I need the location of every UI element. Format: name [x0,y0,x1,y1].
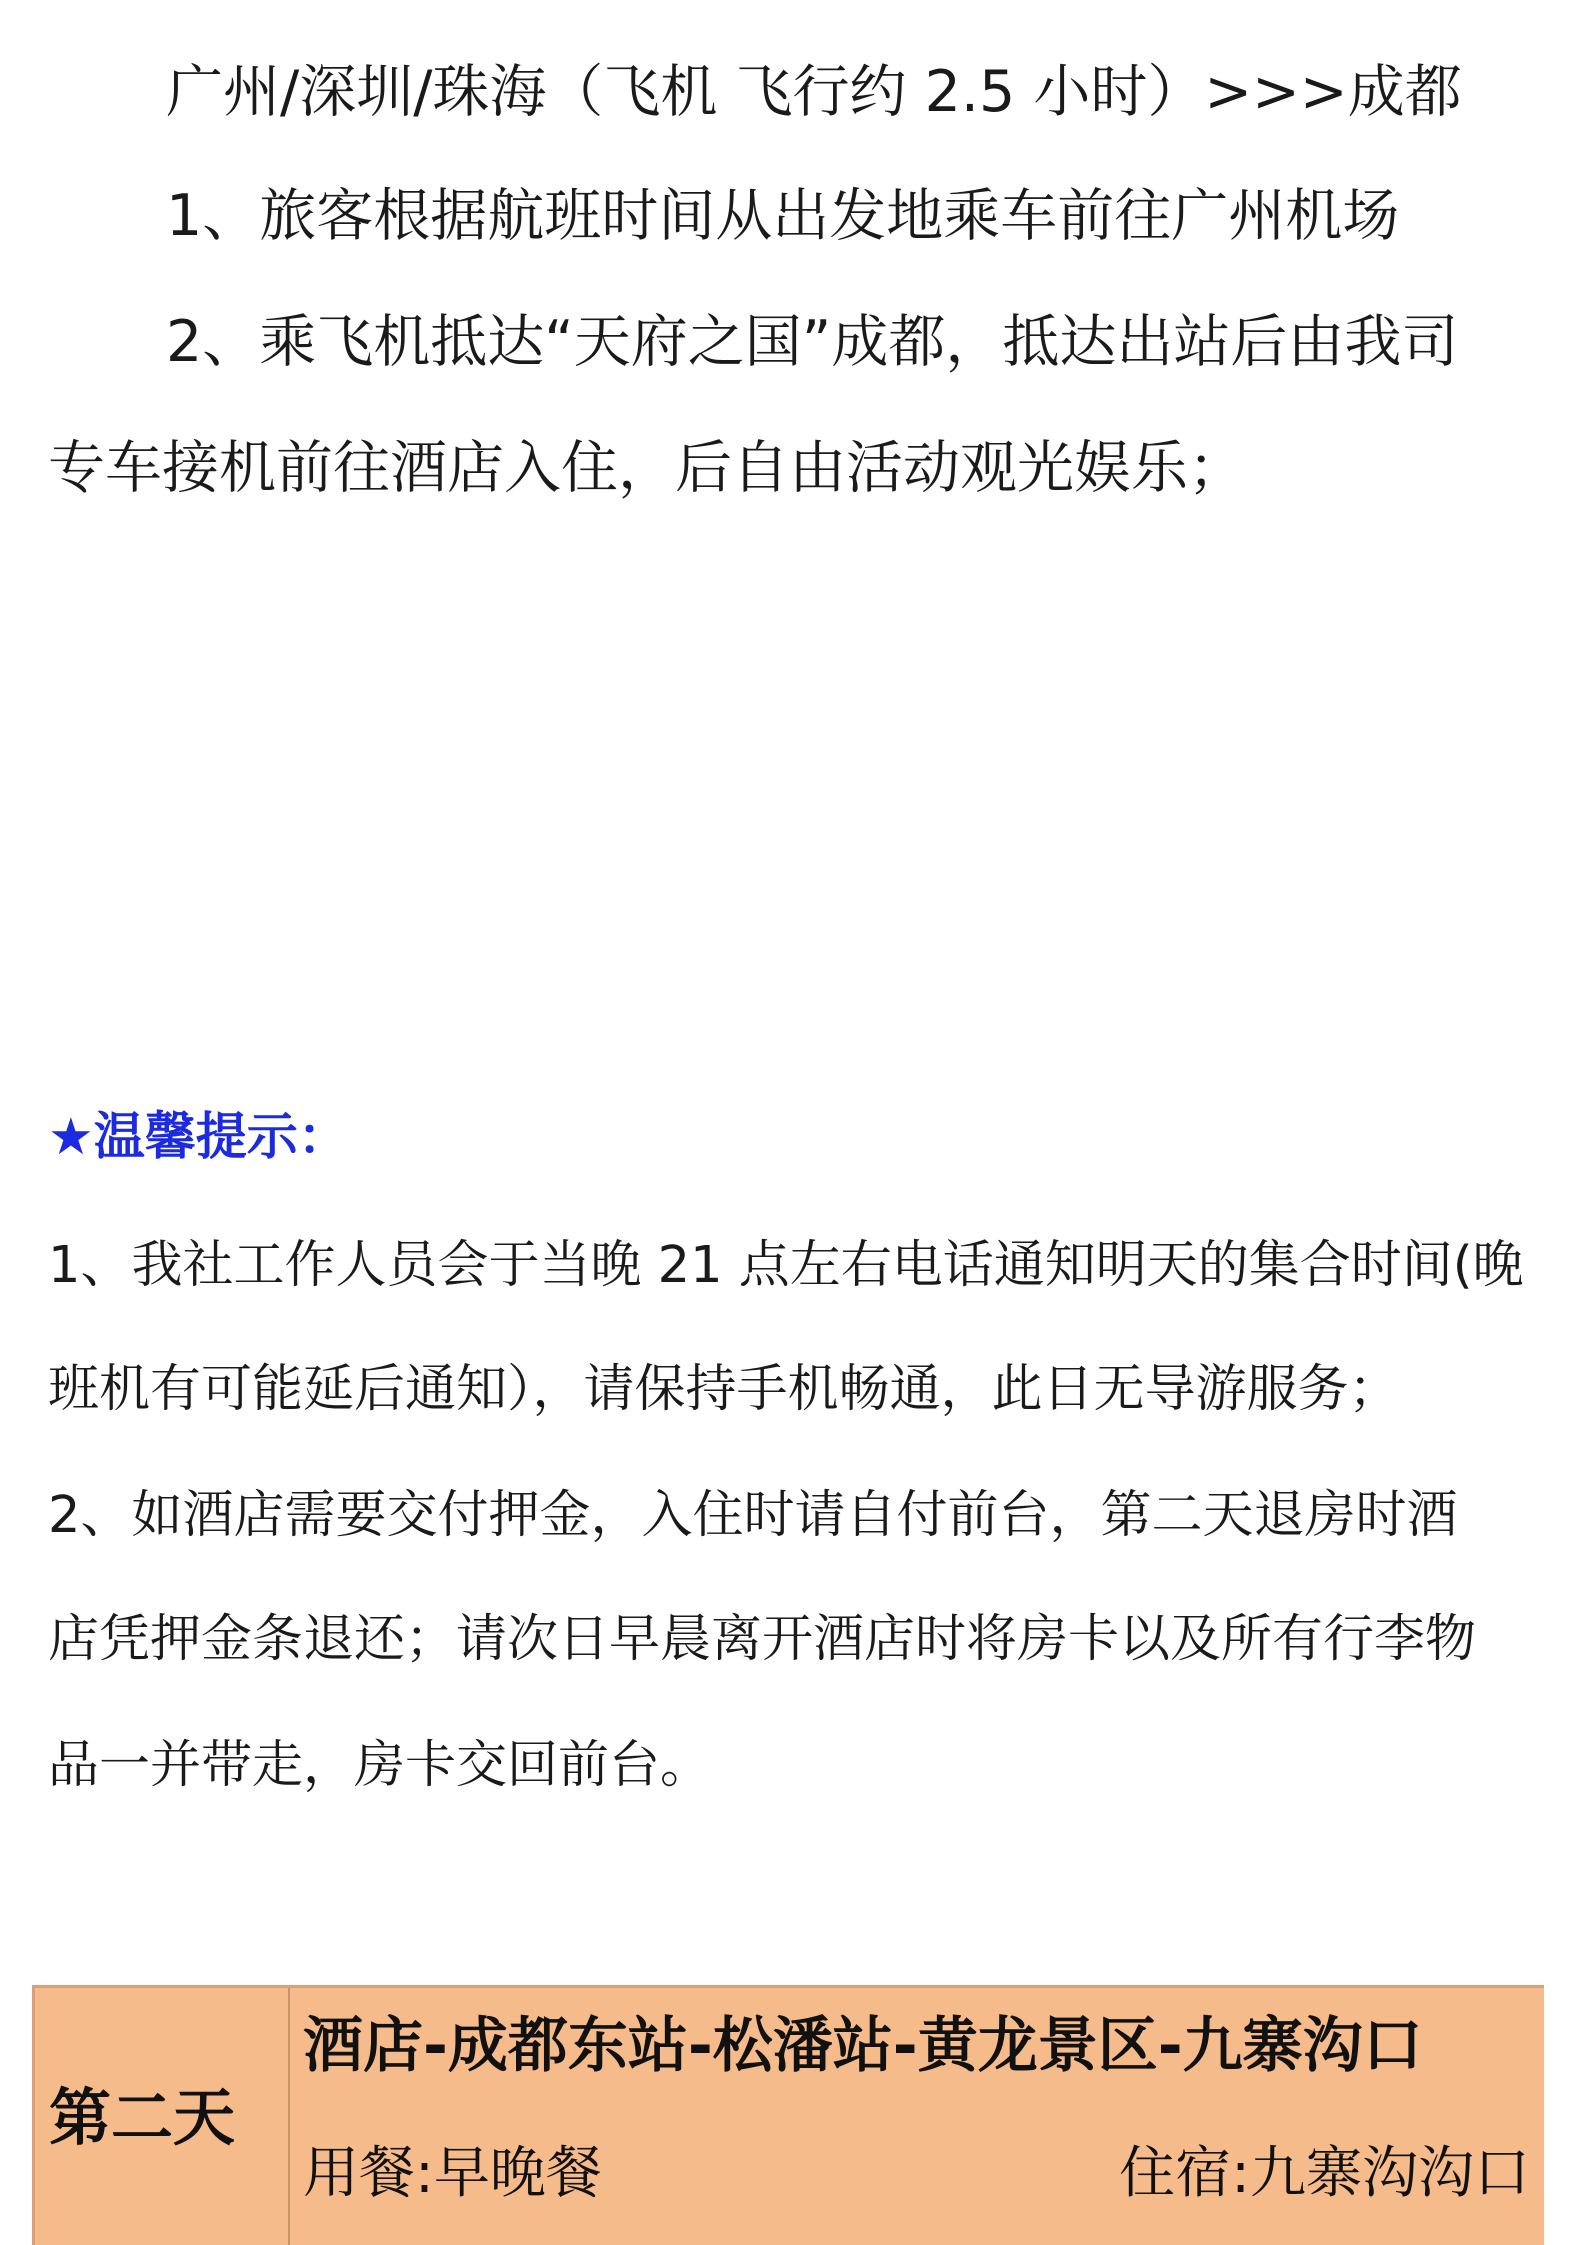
day-accommodation: 住宿:九寨沟沟口 [1119,2141,1530,2206]
tips-line: 品一并带走，房卡交回前台。 [48,1736,712,1795]
tips-title: ★温馨提示： [48,1108,349,1167]
day-label: 第二天 [49,2081,236,2154]
tips-line: 2、如酒店需要交付押金，入住时请自付前台，第二天退房时酒 [48,1486,1458,1545]
day-2-header-box [32,1985,1544,2245]
itinerary-step-2-line-1: 2、乘飞机抵达“天府之国”成都，抵达出站后由我司 [166,309,1459,375]
tips-line: 1、我社工作人员会于当晚 21 点左右电话通知明天的集合时间(晚 [48,1236,1524,1295]
day-box-divider [288,1988,290,2245]
tips-line: 店凭押金条退还；请次日早晨离开酒店时将房卡以及所有行李物 [48,1610,1477,1669]
day-route: 酒店-成都东站-松潘站-黄龙景区-九寨沟口 [303,2011,1423,2081]
route-line: 广州/深圳/珠海（飞机 飞行约 2.5 小时）>>>成都 [166,59,1462,125]
itinerary-step-1: 1、旅客根据航班时间从出发地乘车前往广州机场 [166,183,1400,249]
itinerary-step-2-line-2: 专车接机前往酒店入住，后自由活动观光娱乐； [48,435,1245,501]
day-meals: 用餐:早晚餐 [303,2141,602,2206]
tips-line: 班机有可能延后通知），请保持手机畅通，此日无导游服务； [48,1360,1400,1419]
